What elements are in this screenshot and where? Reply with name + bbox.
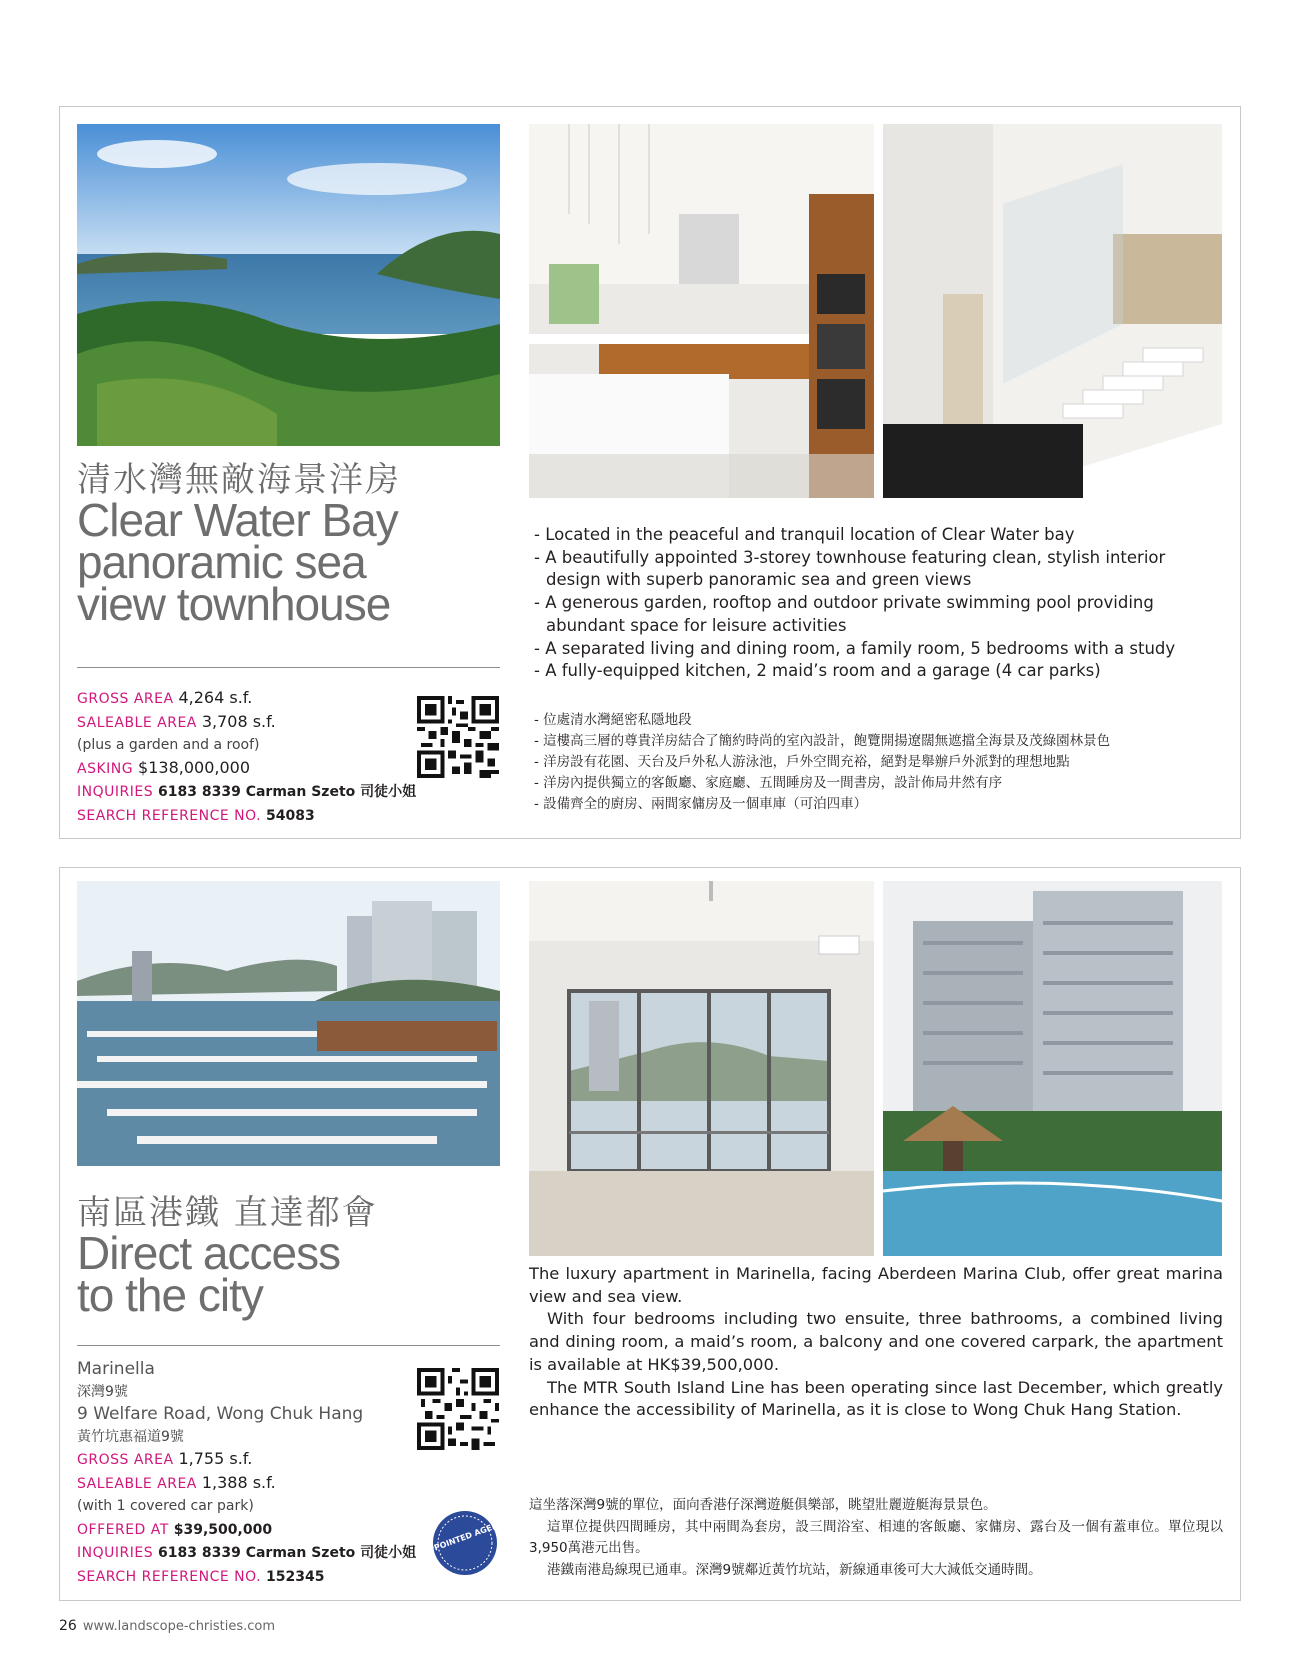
inquiries-value: 6183 8339 Carman Szeto 司徒小姐	[158, 784, 417, 800]
description-en	[529, 1263, 1223, 1422]
paragraph: With four bedrooms including two ensuite, three bathrooms, a combined living and dining room, a maid’s room, a balcony and one covered carpark, the apartment is available at HK$39,500,000.	[529, 1309, 1223, 1374]
asking-label: ASKING	[77, 760, 134, 777]
listing-title-cn: 南區港鐵 直達都會	[77, 1193, 378, 1233]
sea-view-photo	[77, 124, 500, 446]
area-note: (plus a garden and a roof)	[77, 737, 260, 753]
list-item: - 位處清水灣絕密私隱地段	[534, 712, 692, 728]
title-line: Direct access	[77, 1227, 341, 1279]
title-line: panoramic sea	[77, 536, 366, 588]
area-note: (with 1 covered car park)	[77, 1498, 254, 1514]
property-name: Marinella	[77, 1359, 155, 1379]
saleable-area-label: SALEABLE AREA	[77, 1475, 197, 1492]
listing-panel-clear-water-bay	[59, 106, 1241, 839]
paragraph: 港鐵南港島線現已通車。深灣9號鄰近黃竹坑站，新線通車後可大大減低交通時間。	[547, 1561, 1042, 1578]
qr-code-icon[interactable]	[417, 1368, 499, 1450]
living-room-photo	[529, 881, 874, 1256]
staircase-photo	[883, 124, 1222, 498]
list-item: - Located in the peaceful and tranquil location of Clear Water bay	[534, 525, 1075, 544]
title-line: view townhouse	[77, 578, 391, 630]
kitchen-photo	[529, 124, 874, 498]
list-item: - A generous garden, rooftop and outdoor private swimming pool providing abundant space for leisure activities	[534, 593, 1154, 635]
gross-area-value: 4,264 s.f.	[178, 688, 253, 707]
inquiries-label: INQUIRIES	[77, 784, 154, 800]
offered-value: $39,500,000	[173, 1521, 273, 1538]
offered-label: OFFERED AT	[77, 1521, 169, 1538]
listing-details	[77, 687, 416, 827]
list-item: - A separated living and dining room, a family room, 5 bedrooms with a study	[534, 638, 1176, 658]
listing-title-en	[77, 1227, 341, 1321]
property-name-cn: 深灣9號	[77, 1383, 128, 1400]
page-number: 26	[59, 1618, 77, 1634]
property-address: 9 Welfare Road, Wong Chuk Hang	[77, 1404, 364, 1424]
features-list-cn	[534, 710, 1224, 815]
title-line: Clear Water Bay	[77, 494, 398, 546]
inquiries-value: 6183 8339 Carman Szeto 司徒小姐	[158, 1545, 417, 1561]
property-address-cn: 黃竹坑惠福道9號	[77, 1428, 184, 1445]
list-item: - A fully-equipped kitchen, 2 maid’s room and a garage (4 car parks)	[534, 661, 1101, 681]
gross-area-label: GROSS AREA	[77, 691, 174, 707]
page-footer	[59, 1618, 275, 1634]
paragraph: The MTR South Island Line has been operating since last December, which greatly enhance the accessibility of Marinella, as it is close to Wong Chuk Hang Station.	[529, 1377, 1223, 1420]
paragraph: 這單位提供四間睡房，其中兩間為套房，設三間浴室、相連的客飯廳、家傭房、露台及一個有蓋車位。單位現以3,950萬港元出售。	[529, 1518, 1223, 1556]
appointed-agent-badge-icon	[421, 1510, 505, 1576]
listing-panel-marinella	[59, 867, 1241, 1601]
marina-photo	[77, 881, 500, 1166]
divider	[77, 1345, 500, 1346]
list-item: - A beautifully appointed 3-storey townhouse featuring clean, stylish interior design with superb panoramic sea and green views	[534, 547, 1166, 590]
asking-value: $138,000,000	[138, 757, 251, 777]
search-ref-label: SEARCH REFERENCE NO.	[77, 807, 262, 824]
title-line: to the city	[77, 1269, 263, 1321]
listing-title-cn: 清水灣無敵海景洋房	[77, 460, 401, 500]
qr-code-icon[interactable]	[417, 696, 499, 778]
list-item: - 這樓高三層的尊貴洋房結合了簡約時尚的室內設計，飽覽開揚遼闊無遮擋全海景及茂綠園林景色	[534, 733, 1111, 749]
search-ref-value: 54083	[266, 807, 315, 824]
paragraph: The luxury apartment in Marinella, facing Aberdeen Marina Club, offer great marina view and sea view.	[529, 1264, 1223, 1306]
saleable-area-value: 1,388 s.f.	[201, 1472, 276, 1492]
paragraph: 這坐落深灣9號的單位，面向香港仔深灣遊艇俱樂部，眺望壯麗遊艇海景景色。	[529, 1497, 997, 1513]
listing-details	[77, 1358, 416, 1588]
search-ref-value: 152345	[266, 1568, 325, 1585]
gross-area-value: 1,755 s.f.	[178, 1449, 253, 1468]
saleable-area-label: SALEABLE AREA	[77, 714, 197, 731]
pool-towers-photo	[883, 881, 1222, 1256]
gross-area-label: GROSS AREA	[77, 1452, 174, 1468]
listing-title-en	[77, 494, 398, 630]
features-list-en	[534, 524, 1224, 683]
website-link[interactable]: www.landscope-christies.com	[82, 1619, 276, 1634]
search-ref-label: SEARCH REFERENCE NO.	[77, 1568, 262, 1585]
saleable-area-value: 3,708 s.f.	[201, 711, 276, 731]
divider	[77, 667, 500, 668]
list-item: - 洋房內提供獨立的客飯廳、家庭廳、五間睡房及一間書房，設計佈局井然有序	[534, 775, 1003, 791]
badge-label: APPOINTED AGENT	[421, 1519, 505, 1557]
list-item: - 設備齊全的廚房、兩間家傭房及一個車庫（可泊四車）	[534, 796, 868, 812]
description-cn	[529, 1495, 1223, 1581]
list-item: - 洋房設有花園、天台及戶外私人游泳池，戶外空間充裕，絕對是舉辦戶外派對的理想地點	[534, 754, 1070, 770]
inquiries-label: INQUIRIES	[77, 1545, 154, 1561]
